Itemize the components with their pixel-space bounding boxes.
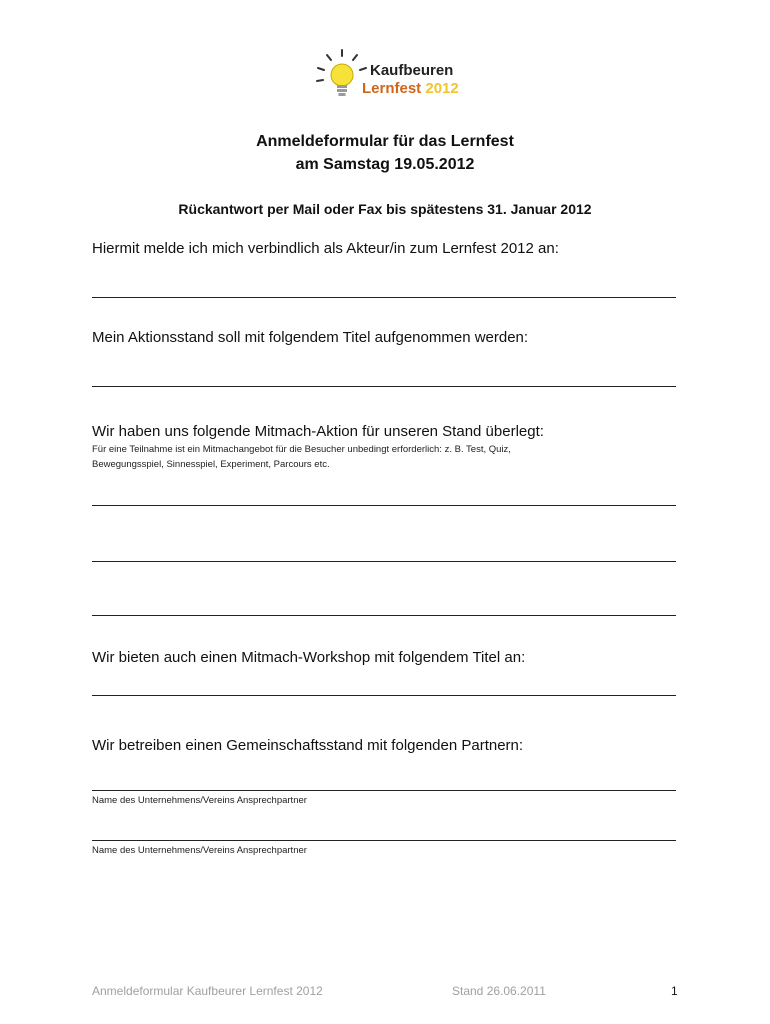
footer-version-date: Stand 26.06.2011: [452, 984, 546, 998]
lightbulb-icon: [312, 48, 368, 106]
lernfest-logo: [312, 48, 472, 106]
stand-title-line[interactable]: [92, 386, 676, 387]
mitmach-note-line2: Bewegungsspiel, Sinnesspiel, Experiment, Parcours etc.: [92, 459, 330, 470]
logo-event-word: Lernfest: [362, 80, 422, 97]
workshop-title-line[interactable]: [92, 695, 676, 696]
partner-line-2[interactable]: [92, 840, 676, 841]
form-title-line1: Anmeldeformular für das Lernfest: [256, 133, 514, 150]
partner-caption-1: Name des Unternehmens/Vereins Ansprechpartner: [92, 795, 307, 806]
stand-title-label: Mein Aktionsstand soll mit folgendem Titel aufgenommen werden:: [92, 329, 529, 346]
logo-city-name: Kaufbeuren: [370, 62, 454, 79]
mitmach-note-line1: Für eine Teilnahme ist ein Mitmachangebot für die Besucher unbedingt erforderlich: z. B. Test, Quiz,: [92, 444, 511, 455]
intro-text: Hiermit melde ich mich verbindlich als Akteur/in zum Lernfest 2012 an:: [92, 240, 559, 257]
logo-event-name: [362, 80, 459, 97]
mitmach-action-line-2[interactable]: [92, 561, 676, 562]
form-title-line2: am Samstag 19.05.2012: [295, 156, 475, 173]
reply-deadline: Rückantwort per Mail oder Fax bis spätestens 31. Januar 2012: [178, 201, 592, 217]
mitmach-action-label: Wir haben uns folgende Mitmach-Aktion für unseren Stand überlegt:: [92, 423, 544, 440]
workshop-label: Wir bieten auch einen Mitmach-Workshop mit folgendem Titel an:: [92, 649, 526, 666]
partner-caption-2: Name des Unternehmens/Vereins Ansprechpartner: [92, 845, 307, 856]
mitmach-action-line-3[interactable]: [92, 615, 676, 616]
footer-document-title: Anmeldeformular Kaufbeurer Lernfest 2012: [92, 984, 323, 998]
page-number: 1: [671, 984, 678, 998]
partners-label: Wir betreiben einen Gemeinschaftsstand mit folgenden Partnern:: [92, 737, 524, 754]
partner-line-1[interactable]: [92, 790, 676, 791]
mitmach-action-line-1[interactable]: [92, 505, 676, 506]
logo-event-year: 2012: [425, 80, 459, 97]
actor-name-line[interactable]: [92, 297, 676, 298]
